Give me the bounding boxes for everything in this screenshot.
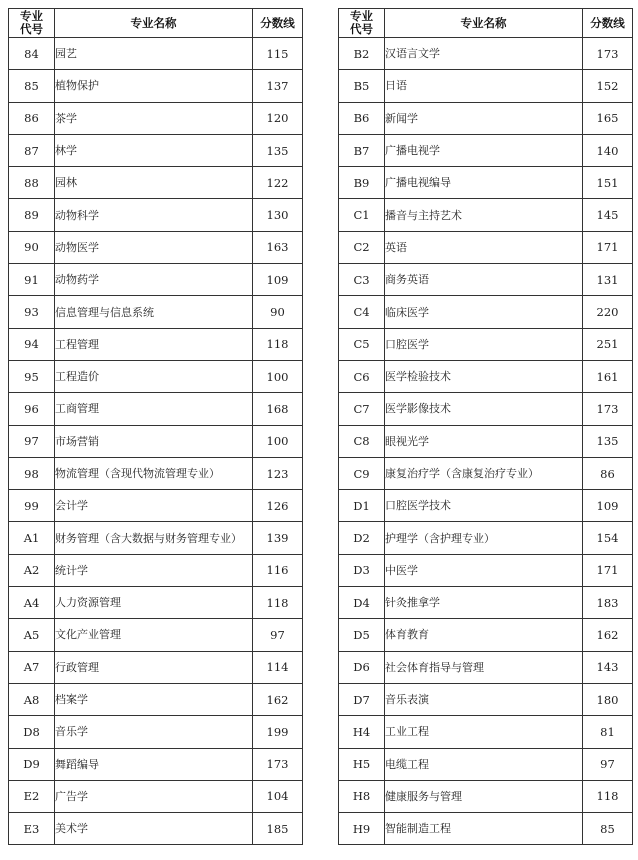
table-row [9, 587, 303, 619]
table-row [339, 490, 633, 522]
table-row [339, 522, 633, 554]
major-code: C9 [339, 457, 385, 489]
major-name: 工商管理 [55, 393, 253, 425]
major-code: 97 [9, 425, 55, 457]
major-code: B7 [339, 134, 385, 166]
major-name: 植物保护 [55, 70, 253, 102]
major-name: 动物药学 [55, 264, 253, 296]
major-code: B9 [339, 167, 385, 199]
cutoff-score: 143 [583, 651, 633, 683]
cutoff-score: 173 [583, 393, 633, 425]
score-table-left-body [9, 38, 303, 845]
table-row [9, 813, 303, 845]
major-code: 85 [9, 70, 55, 102]
cutoff-score: 122 [253, 167, 303, 199]
cutoff-score: 185 [253, 813, 303, 845]
cutoff-score: 171 [583, 554, 633, 586]
major-name: 临床医学 [385, 296, 583, 328]
cutoff-score: 97 [583, 748, 633, 780]
score-table-left [8, 8, 303, 845]
major-name: 园艺 [55, 38, 253, 70]
table-row [9, 296, 303, 328]
major-name: 信息管理与信息系统 [55, 296, 253, 328]
major-name: 会计学 [55, 490, 253, 522]
cutoff-score: 118 [583, 780, 633, 812]
cutoff-score: 220 [583, 296, 633, 328]
major-code: D2 [339, 522, 385, 554]
table-row [9, 328, 303, 360]
cutoff-score: 86 [583, 457, 633, 489]
major-name: 人力资源管理 [55, 587, 253, 619]
table-row [339, 38, 633, 70]
table-row [9, 199, 303, 231]
major-code: 93 [9, 296, 55, 328]
table-row [339, 231, 633, 263]
cutoff-score: 97 [253, 619, 303, 651]
header-name: 专业名称 [55, 9, 253, 38]
major-code: 99 [9, 490, 55, 522]
major-name: 针灸推拿学 [385, 587, 583, 619]
major-name: 广播电视学 [385, 134, 583, 166]
table-row [339, 360, 633, 392]
major-name: 口腔医学 [385, 328, 583, 360]
cutoff-score: 85 [583, 813, 633, 845]
major-name: 播音与主持艺术 [385, 199, 583, 231]
major-name: 工程管理 [55, 328, 253, 360]
major-code: C1 [339, 199, 385, 231]
major-name: 英语 [385, 231, 583, 263]
table-row [9, 102, 303, 134]
major-name: 社会体育指导与管理 [385, 651, 583, 683]
major-code: D8 [9, 716, 55, 748]
table-row [339, 70, 633, 102]
major-code: H5 [339, 748, 385, 780]
major-code: 89 [9, 199, 55, 231]
table-row [339, 264, 633, 296]
table-row [339, 328, 633, 360]
table-row [339, 813, 633, 845]
major-code: B2 [339, 38, 385, 70]
major-name: 财务管理（含大数据与财务管理专业） [55, 522, 253, 554]
major-name: 音乐表演 [385, 683, 583, 715]
table-row [9, 554, 303, 586]
major-code: 87 [9, 134, 55, 166]
table-row [9, 360, 303, 392]
major-code: H9 [339, 813, 385, 845]
major-name: 茶学 [55, 102, 253, 134]
cutoff-score: 140 [583, 134, 633, 166]
cutoff-score: 100 [253, 360, 303, 392]
table-row [9, 264, 303, 296]
major-name: 汉语言文学 [385, 38, 583, 70]
major-code: D4 [339, 587, 385, 619]
major-code: B5 [339, 70, 385, 102]
cutoff-score: 120 [253, 102, 303, 134]
table-row [9, 393, 303, 425]
major-code: E2 [9, 780, 55, 812]
major-code: 96 [9, 393, 55, 425]
major-code: 86 [9, 102, 55, 134]
cutoff-score: 123 [253, 457, 303, 489]
table-row [339, 102, 633, 134]
major-code: H8 [339, 780, 385, 812]
major-code: A2 [9, 554, 55, 586]
table-row [339, 167, 633, 199]
table-row [9, 683, 303, 715]
major-name: 日语 [385, 70, 583, 102]
header-code: 专业 代号 [9, 9, 55, 38]
table-row [9, 231, 303, 263]
table-row [9, 134, 303, 166]
table-row [9, 70, 303, 102]
cutoff-score: 161 [583, 360, 633, 392]
cutoff-score: 173 [583, 38, 633, 70]
table-row [9, 425, 303, 457]
score-table-right-body [339, 38, 633, 845]
major-code: D9 [9, 748, 55, 780]
major-code: A8 [9, 683, 55, 715]
major-name: 新闻学 [385, 102, 583, 134]
major-code: D3 [339, 554, 385, 586]
header-name: 专业名称 [385, 9, 583, 38]
table-row [9, 748, 303, 780]
table-row [9, 457, 303, 489]
major-name: 物流管理（含现代物流管理专业） [55, 457, 253, 489]
cutoff-score: 183 [583, 587, 633, 619]
major-name: 医学检验技术 [385, 360, 583, 392]
major-code: 88 [9, 167, 55, 199]
cutoff-score: 165 [583, 102, 633, 134]
table-row [339, 780, 633, 812]
major-name: 行政管理 [55, 651, 253, 683]
cutoff-score: 126 [253, 490, 303, 522]
table-row [9, 716, 303, 748]
table-row [339, 587, 633, 619]
table-row [339, 199, 633, 231]
table-row [339, 748, 633, 780]
cutoff-score: 100 [253, 425, 303, 457]
major-code: A5 [9, 619, 55, 651]
major-code: 90 [9, 231, 55, 263]
major-code: D7 [339, 683, 385, 715]
major-code: D5 [339, 619, 385, 651]
major-name: 眼视光学 [385, 425, 583, 457]
major-code: C5 [339, 328, 385, 360]
table-row [339, 619, 633, 651]
table-row [339, 134, 633, 166]
major-code: C7 [339, 393, 385, 425]
major-code: A7 [9, 651, 55, 683]
major-name: 动物科学 [55, 199, 253, 231]
major-code: 91 [9, 264, 55, 296]
major-code: A1 [9, 522, 55, 554]
major-name: 工业工程 [385, 716, 583, 748]
major-code: H4 [339, 716, 385, 748]
major-code: 94 [9, 328, 55, 360]
table-row [9, 780, 303, 812]
major-name: 护理学（含护理专业） [385, 522, 583, 554]
cutoff-score: 152 [583, 70, 633, 102]
major-name: 健康服务与管理 [385, 780, 583, 812]
major-name: 统计学 [55, 554, 253, 586]
major-name: 康复治疗学（含康复治疗专业） [385, 457, 583, 489]
cutoff-score: 151 [583, 167, 633, 199]
major-code: C2 [339, 231, 385, 263]
major-code: C6 [339, 360, 385, 392]
major-name: 档案学 [55, 683, 253, 715]
cutoff-score: 118 [253, 328, 303, 360]
cutoff-score: 154 [583, 522, 633, 554]
cutoff-score: 115 [253, 38, 303, 70]
cutoff-score: 109 [253, 264, 303, 296]
major-name: 中医学 [385, 554, 583, 586]
cutoff-score: 104 [253, 780, 303, 812]
table-row [9, 619, 303, 651]
score-table-right [338, 8, 633, 845]
table-row [339, 651, 633, 683]
cutoff-score: 145 [583, 199, 633, 231]
major-name: 舞蹈编导 [55, 748, 253, 780]
major-name: 动物医学 [55, 231, 253, 263]
cutoff-score: 139 [253, 522, 303, 554]
major-name: 林学 [55, 134, 253, 166]
cutoff-score: 130 [253, 199, 303, 231]
major-name: 电缆工程 [385, 748, 583, 780]
cutoff-score: 90 [253, 296, 303, 328]
cutoff-score: 199 [253, 716, 303, 748]
major-code: C3 [339, 264, 385, 296]
major-code: 84 [9, 38, 55, 70]
table-header-row [9, 9, 303, 38]
major-name: 智能制造工程 [385, 813, 583, 845]
major-name: 体育教育 [385, 619, 583, 651]
cutoff-score: 81 [583, 716, 633, 748]
major-name: 医学影像技术 [385, 393, 583, 425]
table-row [339, 425, 633, 457]
table-row [9, 651, 303, 683]
cutoff-score: 135 [253, 134, 303, 166]
cutoff-score: 163 [253, 231, 303, 263]
header-code: 专业 代号 [339, 9, 385, 38]
cutoff-score: 173 [253, 748, 303, 780]
cutoff-score: 180 [583, 683, 633, 715]
cutoff-score: 162 [253, 683, 303, 715]
table-row [339, 554, 633, 586]
major-code: A4 [9, 587, 55, 619]
major-name: 广播电视编导 [385, 167, 583, 199]
cutoff-score: 171 [583, 231, 633, 263]
table-row [339, 393, 633, 425]
cutoff-score: 118 [253, 587, 303, 619]
major-code: 98 [9, 457, 55, 489]
major-code: C8 [339, 425, 385, 457]
table-row [9, 522, 303, 554]
cutoff-score: 137 [253, 70, 303, 102]
cutoff-score: 131 [583, 264, 633, 296]
major-name: 商务英语 [385, 264, 583, 296]
header-score: 分数线 [253, 9, 303, 38]
cutoff-score: 135 [583, 425, 633, 457]
table-row [339, 296, 633, 328]
major-name: 文化产业管理 [55, 619, 253, 651]
table-row [339, 683, 633, 715]
header-score: 分数线 [583, 9, 633, 38]
major-name: 口腔医学技术 [385, 490, 583, 522]
cutoff-score: 168 [253, 393, 303, 425]
major-code: C4 [339, 296, 385, 328]
major-code: 95 [9, 360, 55, 392]
cutoff-score: 114 [253, 651, 303, 683]
cutoff-score: 251 [583, 328, 633, 360]
cutoff-score: 109 [583, 490, 633, 522]
major-name: 园林 [55, 167, 253, 199]
major-name: 工程造价 [55, 360, 253, 392]
major-name: 广告学 [55, 780, 253, 812]
major-name: 市场营销 [55, 425, 253, 457]
table-row [339, 457, 633, 489]
cutoff-score: 116 [253, 554, 303, 586]
major-code: B6 [339, 102, 385, 134]
table-row [9, 490, 303, 522]
major-code: E3 [9, 813, 55, 845]
major-code: D6 [339, 651, 385, 683]
major-name: 美术学 [55, 813, 253, 845]
major-name: 音乐学 [55, 716, 253, 748]
cutoff-score: 162 [583, 619, 633, 651]
table-header-row [339, 9, 633, 38]
table-row [9, 38, 303, 70]
table-row [339, 716, 633, 748]
major-code: D1 [339, 490, 385, 522]
table-row [9, 167, 303, 199]
